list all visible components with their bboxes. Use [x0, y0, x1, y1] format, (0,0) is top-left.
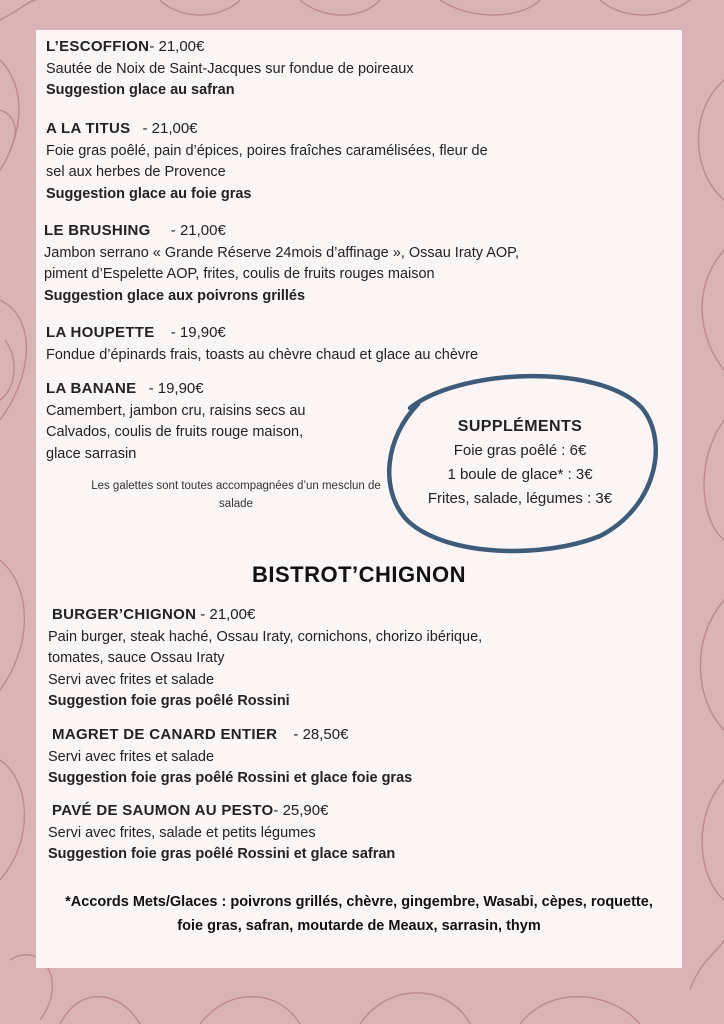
item-suggestion: Suggestion glace au foie gras: [46, 185, 252, 202]
item-suggestion: Suggestion foie gras poêlé Rossini et glace safran: [48, 846, 396, 862]
item-description: sel aux herbes de Provence: [46, 164, 226, 180]
item-price: - 25,90€: [273, 802, 329, 819]
item-title: MAGRET DE CANARD ENTIER: [52, 726, 278, 743]
supplement-line: Foie gras poêlé : 6€: [453, 442, 587, 459]
item-suggestion: Suggestion foie gras poêlé Rossini: [48, 693, 290, 709]
supplements-box: [400, 415, 640, 511]
item-description: Servi avec frites et salade: [48, 671, 215, 688]
item-description: Camembert, jambon cru, raisins secs au: [46, 402, 306, 419]
item-price: - 21,00€: [170, 222, 226, 239]
item-description: Sautée de Noix de Saint-Jacques sur fondue de poireaux: [46, 60, 414, 77]
item-title: LA HOUPETTE: [46, 324, 155, 341]
item-price: - 21,00€: [200, 606, 256, 623]
item-description: Calvados, coulis de fruits rouge maison,: [46, 424, 304, 440]
item-description: glace sarrasin: [46, 445, 137, 462]
item-title: L’ESCOFFION: [46, 38, 150, 55]
section-title: BISTROT’CHIGNON: [251, 562, 467, 587]
item-title: A LA TITUS: [46, 120, 131, 137]
item-description: Fondue d’épinards frais, toasts au chèvre chaud et glace au chèvre: [46, 346, 479, 363]
menu-item-burgerchignon: [48, 604, 688, 713]
menu-item-la-banane: [46, 378, 366, 465]
item-title: PAVÉ DE SAUMON AU PESTO: [52, 802, 274, 819]
item-title: LA BANANE: [46, 380, 137, 397]
item-price: - 19,90€: [148, 380, 204, 397]
item-description: Pain burger, steak haché, Ossau Iraty, cornichons, chorizo ibérique,: [48, 628, 483, 645]
supplements-title: SUPPLÉMENTS: [457, 418, 583, 435]
item-description: piment d’Espelette AOP, frites, coulis de fruits rouges maison: [44, 266, 435, 282]
item-suggestion: Suggestion foie gras poêlé Rossini et glace foie gras: [48, 770, 413, 786]
item-suggestion: Suggestion glace aux poivrons grillés: [44, 287, 306, 304]
item-suggestion: Suggestion glace au safran: [46, 82, 235, 98]
accords-footer: *Accords Mets/Glaces : poivrons grillés, chèvre, gingembre, Wasabi, cèpes, roquette, foie gras, safran, moutarde de Meaux, sarrasin, thym: [65, 894, 653, 934]
supplement-line: 1 boule de glace* : 3€: [447, 466, 593, 483]
item-description: Servi avec frites et salade: [48, 748, 215, 765]
menu-item-magret: [48, 724, 688, 790]
menu-item-escoffion: [46, 36, 686, 102]
item-price: - 21,00€: [149, 38, 205, 55]
item-description: Servi avec frites, salade et petits légumes: [48, 824, 316, 841]
item-description: Foie gras poêlé, pain d’épices, poires fraîches caramélisées, fleur de: [46, 142, 488, 159]
item-description: tomates, sauce Ossau Iraty: [48, 650, 225, 666]
item-description: Jambon serrano « Grande Réserve 24mois d’affinage », Ossau Iraty AOP,: [44, 244, 520, 261]
item-title: BURGER’CHIGNON: [52, 606, 197, 623]
galettes-note: Les galettes sont toutes accompagnées d’un mesclun de salade: [91, 480, 381, 510]
menu-panel: [36, 30, 682, 968]
item-price: - 19,90€: [170, 324, 226, 341]
menu-item-le-brushing: [44, 220, 684, 307]
item-title: LE BRUSHING: [44, 222, 151, 239]
item-price: - 28,50€: [293, 726, 349, 743]
supplement-line: Frites, salade, légumes : 3€: [427, 490, 613, 507]
menu-item-pave-saumon: [48, 800, 688, 866]
menu-item-la-houpette: [46, 322, 686, 366]
menu-item-a-la-titus: [46, 118, 686, 205]
item-price: - 21,00€: [142, 120, 198, 137]
